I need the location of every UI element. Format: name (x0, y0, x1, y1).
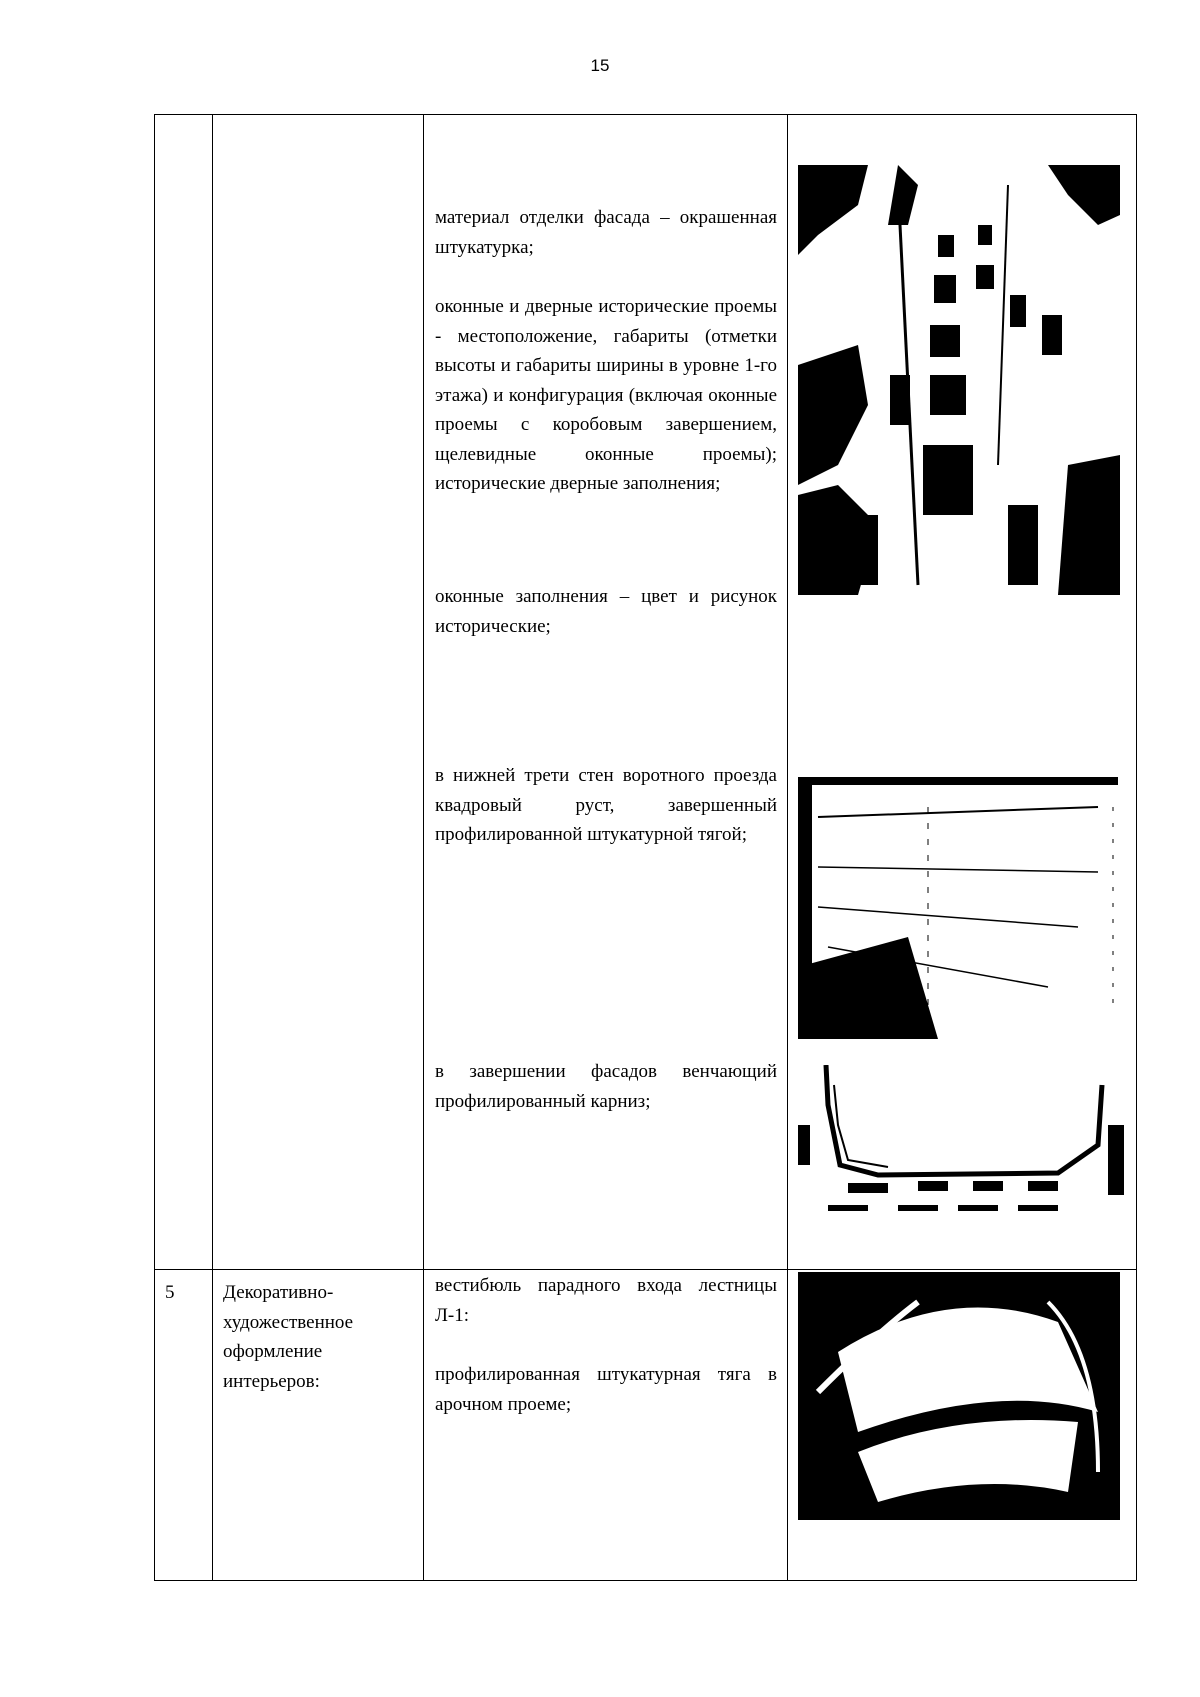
photo-cell (788, 115, 1137, 1270)
page-number: 15 (590, 56, 610, 75)
openings-text: оконные и дверные исторические проемы - местоположение, габариты (отметки высоты и габариты ширины в уровне 1-го этажа) и конфигурация (включая оконные проемы с коробовым завершением, щелевидные оконные проемы); исторические дверные заполнения; (435, 296, 777, 494)
window-fillings-text: оконные заполнения – цвет и рисунок исторические; (435, 586, 777, 637)
facade-material-text: материал отделки фасада – окрашенная штукатурка; (435, 207, 777, 258)
heritage-table (154, 114, 1137, 1581)
cornice-photo-icon (798, 1065, 1124, 1215)
vestibule-text: вестибюль парадного входа лестницы Л-1: (435, 1275, 777, 1326)
cornice-text: в завершении фасадов венчающий профилированный карниз; (435, 1061, 777, 1112)
row-number-cell (155, 115, 213, 1270)
description-cell (424, 1270, 788, 1581)
description-cell (424, 115, 788, 1270)
photo-cell (788, 1270, 1137, 1581)
rustication-text: в нижней трети стен воротного проезда квадровый руст, завершенный профилированной штукатурной тягой; (435, 765, 777, 845)
gateway-rustication-photo-icon (798, 777, 1118, 1039)
category-cell (213, 115, 424, 1270)
row-number-cell: 5 (155, 1270, 213, 1581)
table-row (155, 115, 1137, 1270)
table-row (155, 1270, 1137, 1581)
courtyard-facade-photo-icon (798, 165, 1120, 595)
arch-molding-text: профилированная штукатурная тяга в арочном проеме; (435, 1364, 777, 1415)
vestibule-arch-photo-icon (798, 1272, 1120, 1520)
category-cell: Декоративно-художественное оформление интерьеров: (213, 1270, 424, 1581)
